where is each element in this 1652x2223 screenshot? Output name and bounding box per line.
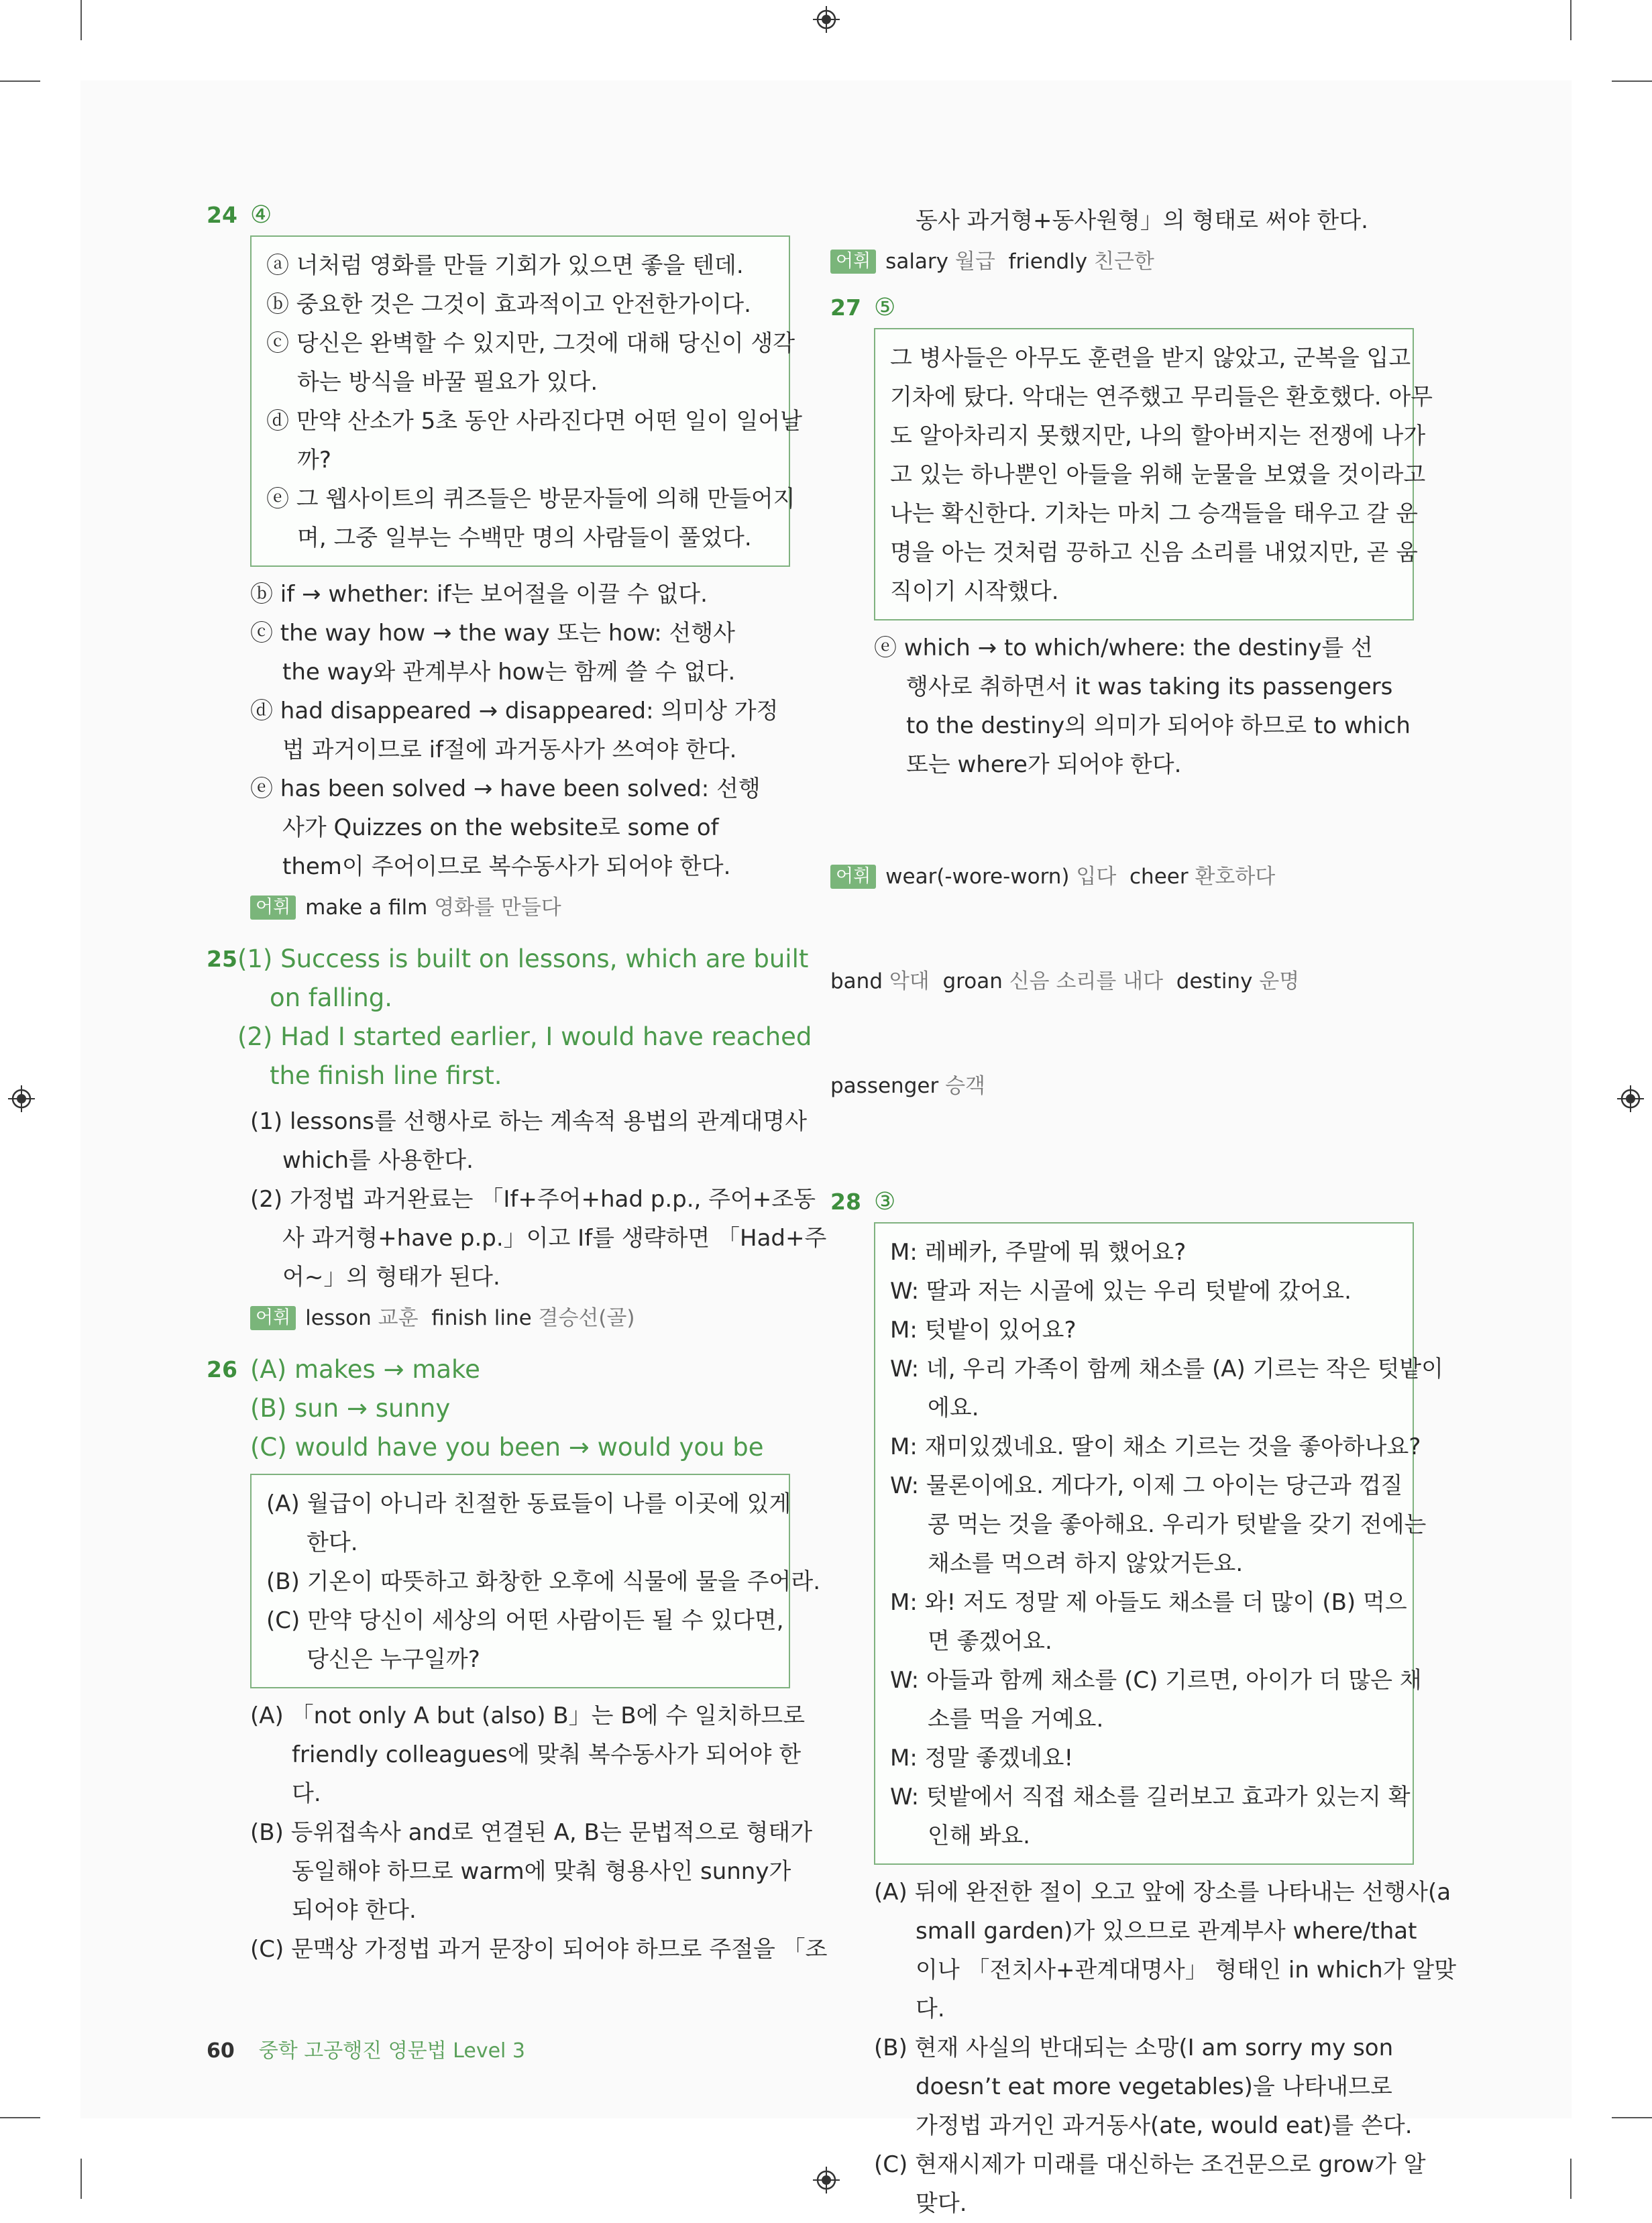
box-line: W: 아들과 함께 채소를 (C) 기르면, 아이가 더 많은 채 bbox=[890, 1667, 1422, 1694]
vocab-tag: 어휘 bbox=[830, 250, 876, 274]
box-line: 그 병사들은 아무도 훈련을 받지 않았고, 군복을 입고 bbox=[890, 345, 1411, 372]
explanation-line: 다. bbox=[916, 1996, 945, 2022]
box-line: ⓐ 너처럼 영화를 만들 기회가 있으면 좋을 텐데. bbox=[266, 252, 744, 279]
box-line: 도 알아차리지 못했지만, 나의 할아버지는 전쟁에 나가 bbox=[890, 423, 1426, 449]
answer-line: the finish line first. bbox=[269, 1061, 502, 1090]
box-line: 면 좋겠어요. bbox=[928, 1628, 1052, 1655]
registration-mark-icon bbox=[8, 1085, 35, 1112]
explanation-line: 동일해야 하므로 warm에 맞춰 형용사인 sunny가 bbox=[292, 1858, 791, 1885]
explanation-line: 이나 「전치사+관계대명사」 형태인 in which가 알맞 bbox=[916, 1957, 1457, 1984]
answer-choice: ⑤ bbox=[874, 294, 896, 321]
crop-mark bbox=[1570, 2159, 1572, 2199]
box-line: 소를 먹을 거예요. bbox=[928, 1706, 1104, 1733]
explanation-line: (A) 뒤에 완전한 절이 오고 앞에 장소를 나타내는 선행사(a bbox=[874, 1879, 1451, 1906]
vocabulary bbox=[250, 1301, 790, 1336]
vocab-word: band bbox=[830, 969, 883, 993]
question-27-header bbox=[830, 294, 1414, 321]
answer-line: (1) Success is built on lessons, which are built bbox=[237, 944, 809, 973]
question-28-header bbox=[830, 1188, 1414, 1215]
box-line: M: 재미있겠네요. 딸이 채소 기르는 것을 좋아하나요? bbox=[890, 1433, 1421, 1460]
box-line: 고 있는 하나뿐인 아들을 위해 눈물을 보였을 것이라고 bbox=[890, 462, 1426, 488]
explanation-line: 되어야 한다. bbox=[292, 1897, 417, 1924]
vocab-word: cheer bbox=[1130, 865, 1189, 889]
right-column bbox=[830, 201, 1457, 2223]
question-25-header bbox=[207, 940, 812, 1095]
vocab-meaning: 친근한 bbox=[1094, 250, 1154, 274]
explanation-line: 법 과거이므로 if절에 과거동사가 쓰여야 한다. bbox=[282, 737, 737, 763]
vocab-word: wear(-wore-worn) bbox=[885, 865, 1070, 889]
vocab-word: passenger bbox=[830, 1074, 939, 1098]
explanation-line: small garden)가 있으므로 관계부사 where/that bbox=[916, 1918, 1417, 1945]
box-line: W: 딸과 저는 시골에 있는 우리 텃밭에 갔어요. bbox=[890, 1278, 1352, 1305]
vocab-word: friendly bbox=[1008, 250, 1088, 274]
box-line: ⓒ 당신은 완벽할 수 있지만, 그것에 대해 당신이 생각 bbox=[266, 330, 795, 357]
answer-line: (A) makes → make bbox=[250, 1355, 480, 1384]
answer-line: (2) Had I started earlier, I would have reached bbox=[237, 1022, 812, 1051]
explanation-line: ⓒ the way how → the way 또는 how: 선행사 bbox=[250, 620, 736, 647]
vocab-word: salary bbox=[885, 250, 949, 274]
crop-mark bbox=[0, 2117, 40, 2118]
explanation-line: doesn’t eat more vegetables)을 나타내므로 bbox=[916, 2073, 1392, 2100]
box-line: ⓔ 그 웹사이트의 퀴즈들은 방문자들에 의해 만들어지 bbox=[266, 486, 795, 512]
explanation-line: them이 주어이므로 복수동사가 되어야 한다. bbox=[282, 853, 731, 880]
box-line: 콩 먹는 것을 좋아해요. 우리가 텃밭을 갖기 전에는 bbox=[928, 1511, 1427, 1538]
answer-line: (B) sun → sunny bbox=[250, 1394, 451, 1423]
answer-block bbox=[250, 1350, 764, 1467]
explanation-line: friendly colleagues에 맞춰 복수동사가 되어야 한 bbox=[292, 1741, 802, 1768]
explanation-line: (B) 등위접속사 and로 연결된 A, B는 문법적으로 형태가 bbox=[250, 1819, 813, 1846]
vocab-tag: 어휘 bbox=[250, 896, 296, 920]
box-line: M: 정말 좋겠네요! bbox=[890, 1745, 1074, 1772]
left-column bbox=[207, 201, 828, 1969]
vocab-word: make a film bbox=[305, 896, 428, 920]
translation-box bbox=[250, 235, 802, 567]
explanation-line: (C) 현재시제가 미래를 대신하는 조건문으로 grow가 알 bbox=[874, 2151, 1426, 2178]
question-number: 28 bbox=[830, 1189, 861, 1215]
question-number: 24 bbox=[207, 202, 237, 228]
translation-box bbox=[874, 328, 1433, 620]
question-number: 27 bbox=[830, 294, 861, 321]
question-number: 26 bbox=[207, 1356, 237, 1382]
vocab-meaning: 승객 bbox=[945, 1074, 985, 1098]
explanation-line: (C) 문맥상 가정법 과거 문장이 되어야 하므로 주절을 「조 bbox=[250, 1936, 828, 1963]
vocab-word: finish line bbox=[431, 1306, 532, 1330]
registration-mark-icon bbox=[1617, 1085, 1644, 1112]
vocab-meaning: 결승선(골) bbox=[538, 1306, 635, 1330]
explanation-line: to the destiny의 의미가 되어야 하므로 to which bbox=[906, 712, 1411, 739]
box-line: 직이기 시작했다. bbox=[890, 578, 1059, 605]
box-line: 까? bbox=[297, 447, 331, 474]
crop-mark bbox=[80, 0, 82, 40]
translation-box bbox=[250, 1474, 821, 1688]
dialogue-box bbox=[874, 1222, 1443, 1865]
crop-mark bbox=[1570, 0, 1572, 40]
vocab-word: destiny bbox=[1176, 969, 1253, 993]
explanation-line: 다. bbox=[292, 1780, 321, 1807]
box-line: 채소를 먹으려 하지 않았거든요. bbox=[928, 1550, 1244, 1577]
explanation-line: (B) 현재 사실의 반대되는 소망(I am sorry my son bbox=[874, 2035, 1394, 2061]
vocab-word: lesson bbox=[305, 1306, 372, 1330]
crop-mark bbox=[1612, 80, 1652, 82]
explanation-line: (A) 「not only A but (also) B」는 B에 수 일치하므로 bbox=[250, 1702, 806, 1729]
box-line: ⓓ 만약 산소가 5초 동안 사라진다면 어떤 일이 일어날 bbox=[266, 408, 802, 435]
explanation bbox=[250, 575, 790, 925]
box-line: W: 텃밭에서 직접 채소를 길러보고 효과가 있는지 확 bbox=[890, 1784, 1411, 1810]
vocab-tag: 어휘 bbox=[830, 865, 876, 889]
crop-mark bbox=[0, 80, 40, 82]
vocab-meaning: 입다 bbox=[1076, 865, 1117, 889]
answer-block bbox=[237, 940, 812, 1095]
explanation-line: ⓑ if → whether: if는 보어절을 이끌 수 없다. bbox=[250, 581, 708, 608]
question-26-header bbox=[207, 1350, 790, 1467]
explanation bbox=[874, 1873, 1457, 2223]
vocab-meaning: 환호하다 bbox=[1195, 865, 1276, 889]
explanation-line: ⓓ had disappeared → disappeared: 의미상 가정 bbox=[250, 698, 779, 724]
explanation bbox=[250, 1696, 828, 1969]
box-line: W: 물론이에요. 게다가, 이제 그 아이는 당근과 껍질 bbox=[890, 1472, 1403, 1499]
explanation-line: 맞다. bbox=[916, 2190, 967, 2217]
explanation-line: 사 과거형+have p.p.」이고 If를 생략하면 「Had+주 bbox=[282, 1225, 827, 1252]
explanation-line: 또는 where가 되어야 한다. bbox=[906, 751, 1182, 778]
explanation-line: (2) 가정법 과거완료는 「If+주어+had p.p., 주어+조동 bbox=[250, 1186, 816, 1213]
vocab-meaning: 교훈 bbox=[378, 1306, 419, 1330]
vocab-meaning: 영화를 만들다 bbox=[434, 896, 561, 920]
explanation bbox=[250, 1102, 827, 1336]
vocab-tag: 어휘 bbox=[250, 1306, 296, 1330]
box-line: (A) 월급이 아니라 친절한 동료들이 나를 이곳에 있게 bbox=[266, 1490, 791, 1517]
box-line: 하는 방식을 바꿀 필요가 있다. bbox=[297, 369, 598, 396]
box-line: M: 레베카, 주말에 뭐 했어요? bbox=[890, 1239, 1187, 1266]
vocab-meaning: 월급 bbox=[954, 250, 995, 274]
explanation-line: the way와 관계부사 how는 함께 쓸 수 없다. bbox=[282, 659, 736, 686]
vocab-word: groan bbox=[942, 969, 1003, 993]
box-line: 나는 확신한다. 기차는 마치 그 승객들을 태우고 갈 운 bbox=[890, 500, 1418, 527]
answer-choice: ③ bbox=[874, 1188, 896, 1215]
question-number: 25 bbox=[207, 946, 237, 972]
crop-mark bbox=[1612, 2117, 1652, 2118]
answer-line: (C) would have you been → would you be bbox=[250, 1433, 764, 1462]
answer-choice: ④ bbox=[250, 201, 272, 229]
registration-mark-icon bbox=[813, 6, 840, 33]
continued-explanation bbox=[836, 201, 1414, 279]
crop-mark bbox=[80, 2159, 82, 2199]
box-line: W: 네, 우리 가족이 함께 채소를 (A) 기르는 작은 텃밭이 bbox=[890, 1356, 1443, 1382]
box-line: (B) 기온이 따뜻하고 화창한 오후에 식물에 물을 주어라. bbox=[266, 1568, 821, 1595]
explanation-line: which를 사용한다. bbox=[282, 1147, 474, 1174]
explanation-line: 행사로 취하면서 it was taking its passengers bbox=[906, 673, 1393, 700]
box-line: 명을 아는 것처럼 끙하고 신음 소리를 내었지만, 곧 움 bbox=[890, 539, 1418, 566]
explanation-line: (1) lessons를 선행사로 하는 계속적 용법의 관계대명사 bbox=[250, 1108, 808, 1135]
explanation-line: 동사 과거형+동사원형」의 형태로 써야 한다. bbox=[916, 207, 1368, 234]
question-24-header bbox=[207, 201, 790, 229]
box-line: 인해 봐요. bbox=[928, 1823, 1030, 1849]
book-title: 중학 고공행진 영문법 Level 3 bbox=[258, 2039, 525, 2063]
vocab-meaning: 신음 소리를 내다 bbox=[1009, 969, 1164, 993]
explanation bbox=[874, 629, 1414, 784]
explanation-line: ⓔ which → to which/where: the destiny를 선 bbox=[874, 635, 1373, 661]
explanation-line: 가정법 과거인 과거동사(ate, would eat)를 쓴다. bbox=[916, 2112, 1413, 2139]
explanation-line: 어~」의 형태가 된다. bbox=[282, 1264, 500, 1291]
box-line: M: 텃밭이 있어요? bbox=[890, 1317, 1077, 1344]
box-line: 기차에 탔다. 악대는 연주했고 무리들은 환호했다. 아무 bbox=[890, 384, 1433, 411]
page-footer bbox=[207, 2034, 525, 2063]
box-line: M: 와! 저도 정말 제 아들도 채소를 더 많이 (B) 먹으 bbox=[890, 1589, 1407, 1616]
vocab-meaning: 운명 bbox=[1259, 969, 1300, 993]
vocabulary bbox=[250, 890, 790, 925]
box-line: 에요. bbox=[928, 1395, 979, 1421]
box-line: 한다. bbox=[307, 1529, 358, 1556]
box-line: (C) 만약 당신이 세상의 어떤 사람이든 될 수 있다면, bbox=[266, 1607, 784, 1634]
vocabulary bbox=[830, 244, 1414, 279]
explanation-line: ⓔ has been solved → have been solved: 선행 bbox=[250, 775, 761, 802]
box-line: 며, 그중 일부는 수백만 명의 사람들이 풀었다. bbox=[297, 525, 752, 551]
box-line: ⓑ 중요한 것은 그것이 효과적이고 안전한가이다. bbox=[266, 291, 751, 318]
box-line: 당신은 누구일까? bbox=[307, 1646, 480, 1673]
vocab-meaning: 악대 bbox=[889, 969, 930, 993]
answer-line: on falling. bbox=[269, 983, 393, 1012]
explanation-line: 사가 Quizzes on the website로 some of bbox=[282, 814, 719, 841]
vocabulary bbox=[830, 790, 1414, 1173]
page-number: 60 bbox=[207, 2039, 235, 2063]
